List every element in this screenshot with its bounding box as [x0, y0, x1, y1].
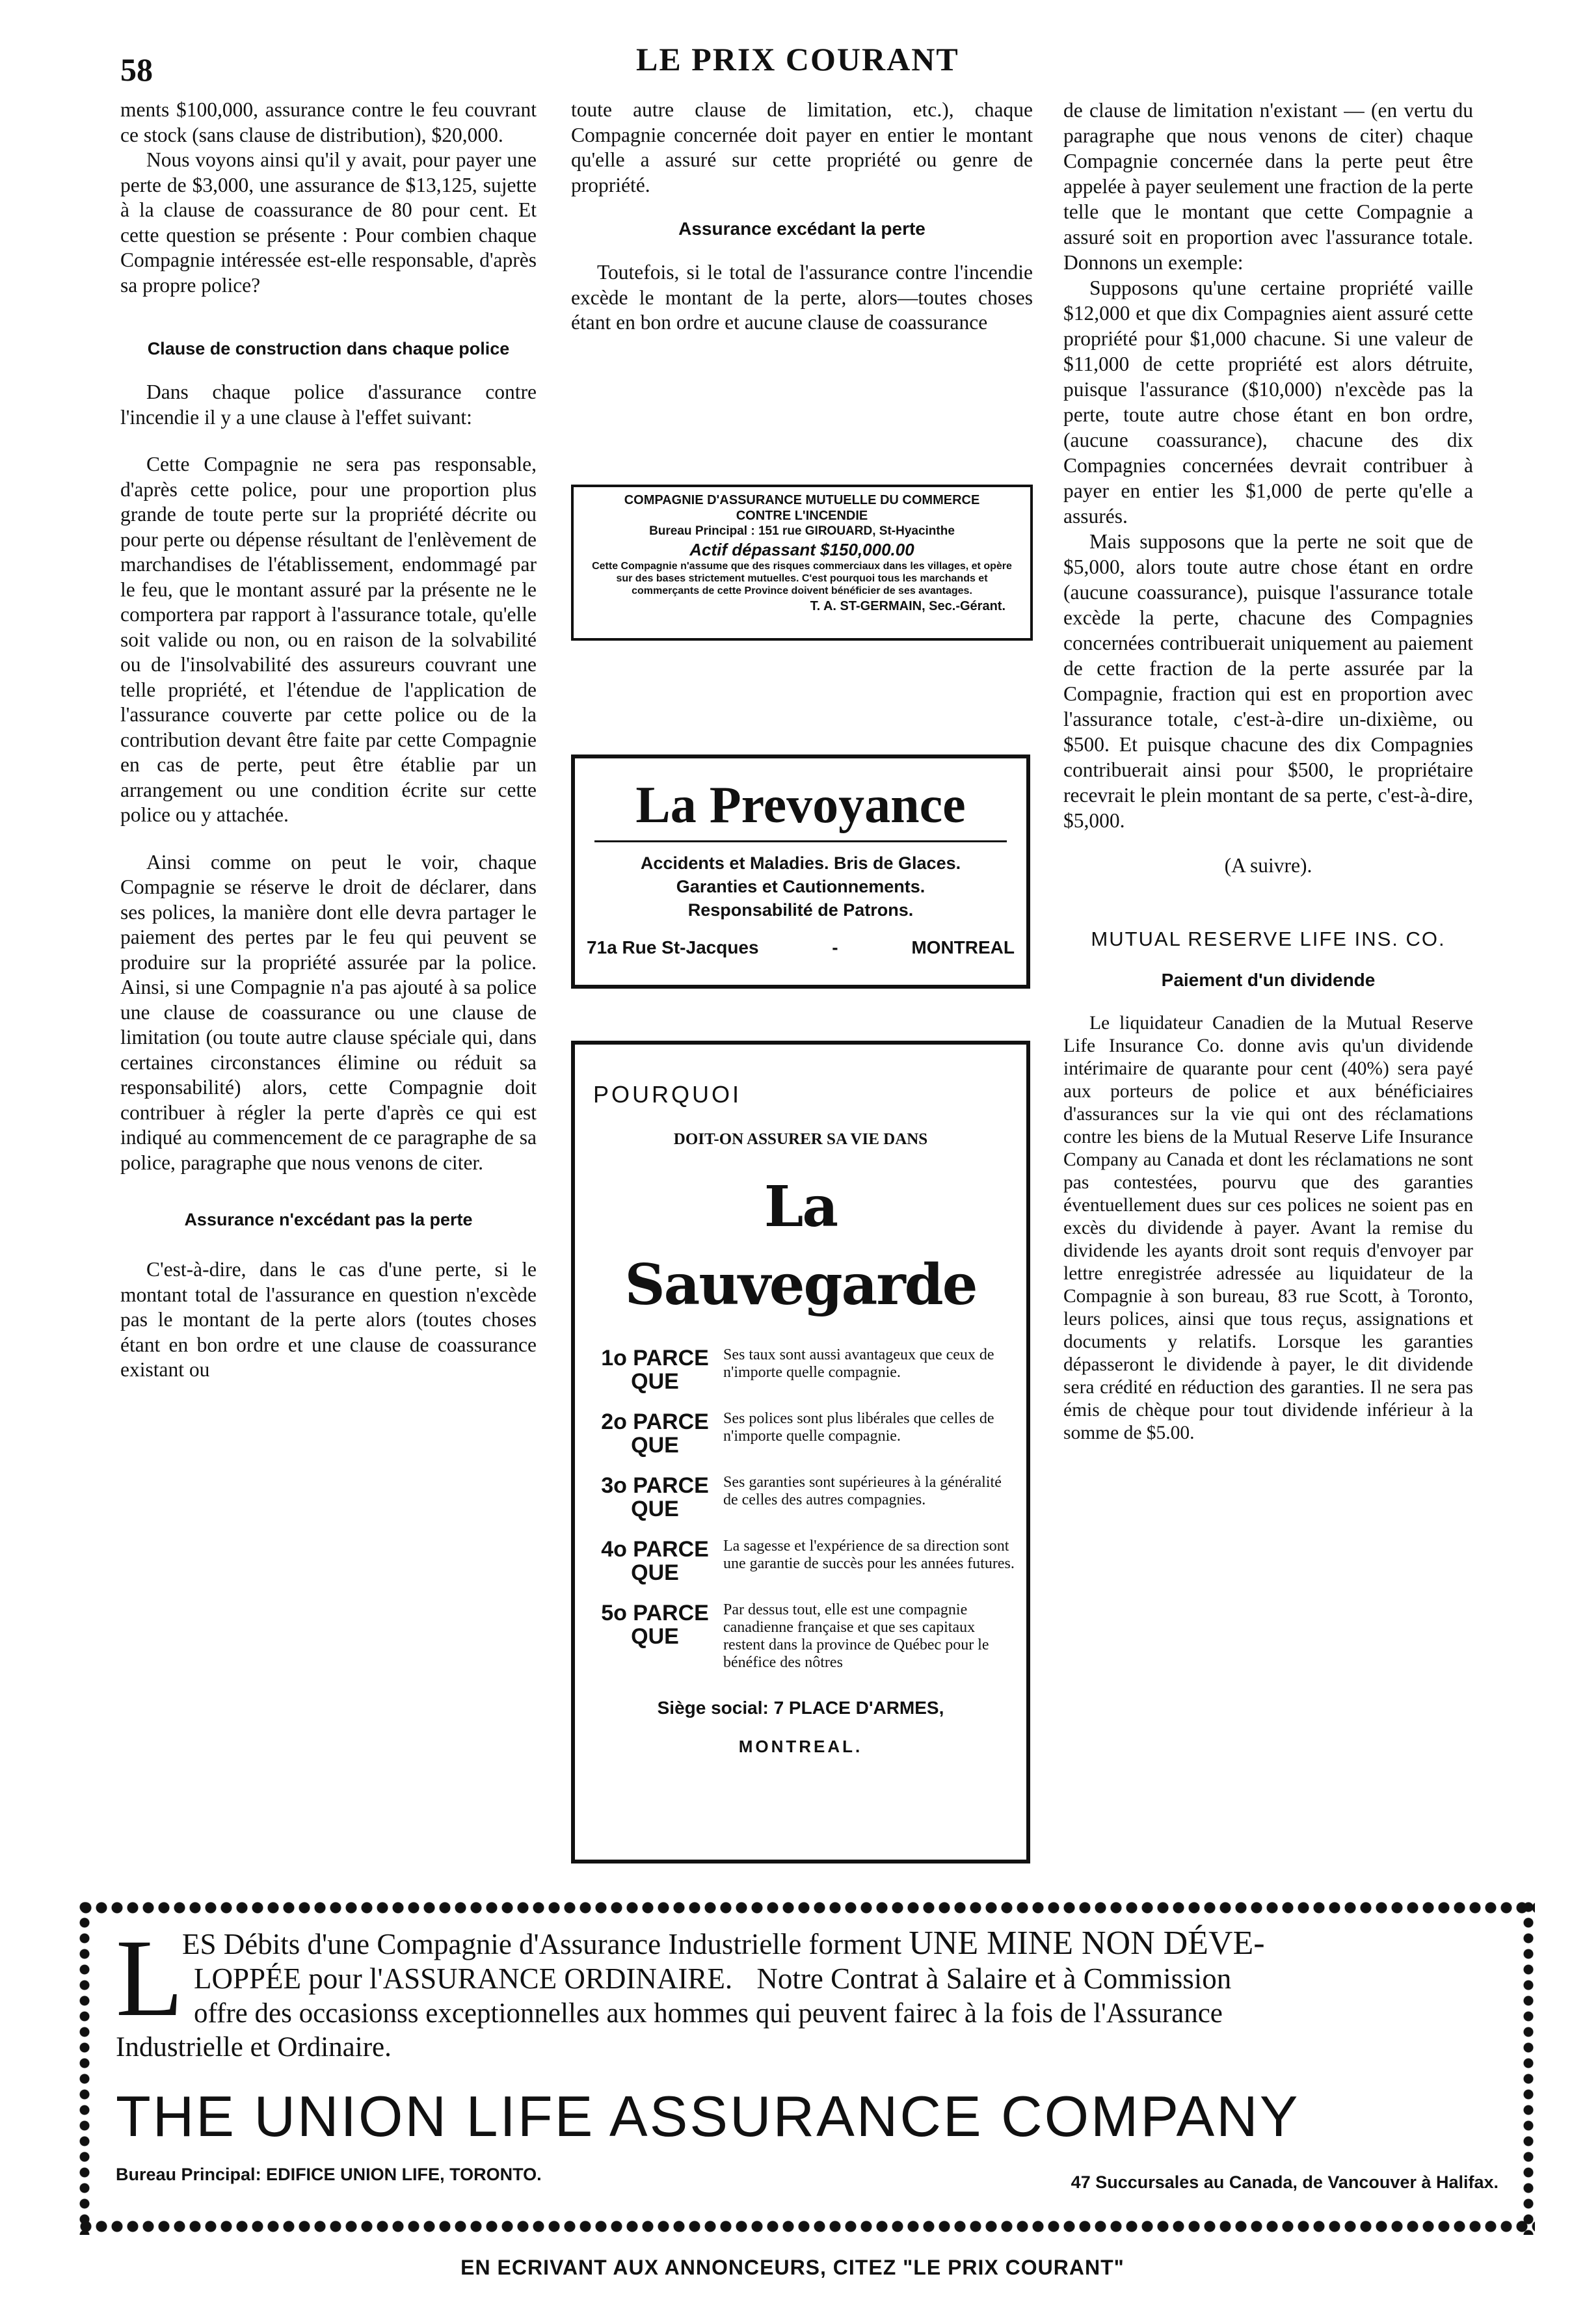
- reason-text: Par dessus tout, elle est une compagnie canadienne française et que ses capitaux restent dans la province de Québec pour le bénéfice des nôtres: [723, 1601, 989, 1671]
- page-number: 58: [120, 51, 153, 88]
- column-2: [571, 98, 1033, 336]
- reason-item: [587, 1538, 1015, 1584]
- section-heading: MUTUAL RESERVE LIFE INS. CO.: [1091, 928, 1446, 950]
- ad-address: 71a Rue St-Jacques: [587, 937, 759, 957]
- ad-text: UNE MINE NON DÉVE-: [909, 1925, 1265, 1962]
- reason-text: Ses taux sont aussi avantageux que ceux de n'importe quelle compagnie.: [723, 1346, 994, 1381]
- reason-text: La sagesse et l'expérience de sa direction sont une garantie de succès pour les années futures.: [723, 1538, 1015, 1572]
- paragraph: Toutefois, si le total de l'assurance contre l'incendie excède le montant de la perte, alors—toutes choses étant en bon ordre et aucune clause de coassurance: [571, 261, 1033, 334]
- drop-cap: L: [116, 1917, 183, 2039]
- section-heading: Assurance excédant la perte: [678, 219, 926, 239]
- paragraph: Supposons qu'une certaine propriété vaille $12,000 et que dix Compagnies aient assuré cette propriété pour $1,000 chacune. Si une valeur de $11,000 de cette propriété est alors détruite, puisque l'assurance ($10,000) n'excède pas la perte, toute autre chose étant en bon ordre, (aucune coassurance), chacune des dix Compagnies concernées devrait contribuer à payer en entier les $1,000 de perte qu'elle a assurés.: [1063, 276, 1473, 528]
- diamond-border-bottom: [78, 2218, 1535, 2235]
- paragraph: Nous voyons ainsi qu'il y avait, pour payer une perte de $3,000, une assurance de $13,125, sujette à la clause de coassurance de 80 pour cent. Et cette question se présente : Pour combien chaque Compagnie intéressée est-elle responsable, d'après sa propre police?: [120, 148, 537, 297]
- ad-pourquoi: POURQUOI: [593, 1081, 742, 1108]
- ad-city: MONTREAL: [911, 937, 1015, 957]
- ad-text: Industrielle et Ordinaire.: [116, 2032, 392, 2063]
- ad-mutuelle-commerce: [571, 485, 1033, 641]
- reason-item: [587, 1474, 1015, 1521]
- reason-item: [587, 1410, 1015, 1457]
- ad-line: T. A. ST-GERMAIN, Sec.-Gérant.: [810, 599, 1006, 613]
- section-heading: Paiement d'un dividende: [1161, 970, 1376, 990]
- paragraph: Le liquidateur Canadien de la Mutual Reserve Life Insurance Co. donne avis qu'un dividende intérimaire de quarante pour cent (40%) sera payé aux porteurs de police et aux bénéficiaires d'assurances sur la vie qui ont des réclamations contre les biens de la Mutual Reserve Life Insurance Company au Canada et dont les réclamations ne sont pas contestées, pourvu que des garanties éventuellement dues sur ces polices ne soient pas en excès du dividende à payer. Avant la remise du dividende les ayants droit sont requis d'envoyer par lettre enregistrée adressée au liquidateur de la Compagnie à son bureau, 83 rue Scott, à Toronto, leurs polices, ainsi que tous reçus, assignations et documents y relatifs. Lorsque les garanties dépasseront le dividende à payer, le dit dividende sera crédité en réduction des garanties. Il ne sera pas émis de chèque pour tout dividende inférieur à la somme de $5.00.: [1063, 1013, 1473, 1443]
- reason-number: 5o PARCE QUE: [601, 1601, 709, 1649]
- page-title: LE PRIX COURANT: [636, 41, 959, 77]
- ad-text: ES Débits d'une Compagnie d'Assurance Industrielle forment: [182, 1928, 901, 1960]
- section-heading: Assurance n'excédant pas la perte: [184, 1210, 473, 1229]
- ad-title: La Sauvegarde: [624, 1174, 977, 1318]
- section-heading: Clause de construction dans chaque police: [147, 339, 510, 358]
- reason-text: Ses polices sont plus libérales que celles de n'importe quelle compagnie.: [723, 1410, 994, 1445]
- paragraph: ments $100,000, assurance contre le feu couvrant ce stock (sans clause de distribution), $20,000.: [120, 98, 537, 146]
- reason-number: 2o PARCE QUE: [601, 1409, 709, 1458]
- diamond-border-left: [78, 1899, 91, 2235]
- ad-line: COMPAGNIE D'ASSURANCE MUTUELLE DU COMMERCE: [624, 493, 980, 507]
- reason-number: 1o PARCE QUE: [601, 1346, 709, 1394]
- reason-number: 4o PARCE QUE: [601, 1537, 709, 1585]
- ad-line: Actif dépassant $150,000.00: [689, 540, 914, 559]
- ad-title: La Prevoyance: [635, 777, 966, 834]
- ad-line: Bureau Principal : 151 rue GIROUARD, St-Hyacinthe: [649, 524, 955, 538]
- bureau-address: Bureau Principal: EDIFICE UNION LIFE, TORONTO.: [116, 2165, 542, 2184]
- column-1: [120, 98, 537, 1383]
- paragraph: Cette Compagnie ne sera pas responsable, d'après cette police, pour une proportion plus grande de toute perte sur la propriété décrite ou pour perte ou dépense résultant de l'enlèvement de marchandises de l'établissement, endommagé par le feu, que le montant assuré par la présente ne le comportera par rapport à l'assurance totale, qu'elle soit valide ou non, ou en raison de la solvabilité ou de l'insolvabilité des assureurs couvrant une telle propriété, et l'étendue de l'application de l'assurance couverte par cette police ou de la contribution devant être faite par cette Compagnie en cas de perte, peut être établie par un arrangement ou une condition écrite sur cette police ou y attachée.: [120, 453, 537, 826]
- ad-siege: Siège social: 7 PLACE D'ARMES,: [657, 1698, 944, 1718]
- footer-note: EN ECRIVANT AUX ANNONCEURS, CITEZ "LE PRIX COURANT": [460, 2256, 1125, 2279]
- ad-la-prevoyance: La Prevoyance Accidents et Maladies. Bris de Glaces. Garanties et Cautionnements. Responsabilité de Patrons. 71a Rue St-Jacques - MONTREAL: [571, 755, 1030, 989]
- branches: 47 Succursales au Canada, de Vancouver à Halifax.: [1071, 2172, 1498, 2192]
- paragraph: toute autre clause de limitation, etc.), chaque Compagnie concernée doit payer en entier le montant qu'elle a assuré sur cette propriété ou genre de propriété.: [571, 98, 1033, 196]
- reason-number: 3o PARCE QUE: [601, 1473, 709, 1521]
- diamond-border-top: [78, 1899, 1535, 1916]
- reason-item: [587, 1346, 1015, 1393]
- ad-line: Cette Compagnie n'assume que des risques commerciaux dans les villages, et opère sur des bases strictement mutuelles. C'est pourquoi tous les marchands et commerçants de cette Province doivent bénéficier de ses avantages.: [592, 561, 1012, 596]
- ad-question: DOIT-ON ASSURER SA VIE DANS: [673, 1130, 928, 1148]
- ad-city: MONTREAL.: [738, 1737, 863, 1756]
- ad-line: Responsabilité de Patrons.: [687, 900, 914, 920]
- company-name: THE UNION LIFE ASSURANCE COMPANY: [116, 2084, 1300, 2148]
- column-3: [1063, 98, 1473, 1445]
- paragraph: de clause de limitation n'existant — (en vertu du paragraphe que nous venons de citer) chaque Compagnie concernée dans la perte peut être appelée à payer seulement une fraction de la perte telle que le montant que cette Compagnie a assuré soit en proportion avec l'assurance totale. Donnons un exemple:: [1063, 99, 1473, 274]
- reason-text: Ses garanties sont supérieures à la généralité de celles des autres compagnies.: [723, 1474, 1002, 1508]
- ad-line: CONTRE L'INCENDIE: [736, 509, 868, 523]
- paragraph: Mais supposons que la perte ne soit que de $5,000, alors toute autre chose étant en ordre (aucune coassurance), puisque l'assurance totale excède la perte, chacune des Compagnies concernées contribuerait uniquement au paiement de cette fraction de la perte assurée par la Compagnie, fraction qui est en proportion avec l'assurance totale, c'est-à-dire un-dixième, ou $500. Et puisque chacune des dix Compagnies contribuerait ainsi pour $500, le propriétaire recevrait le plein montant de sa perte, c'est-à-dire, $5,000.: [1063, 530, 1473, 832]
- continued-note: (A suivre).: [1224, 854, 1312, 877]
- reasons-list: [587, 1346, 1015, 1672]
- ad-line: Garanties et Cautionnements.: [676, 877, 926, 896]
- union-life-ad: [104, 1917, 1515, 2213]
- ad-line: Accidents et Maladies. Bris de Glaces.: [640, 853, 961, 873]
- diamond-border-right: [1522, 1899, 1535, 2235]
- ad-text: Notre Contrat à Salaire et à Commission: [756, 1962, 1232, 1995]
- paragraph: Dans chaque police d'assurance contre l'incendie il y a une clause à l'effet suivant:: [120, 381, 537, 429]
- ad-la-sauvegarde: [571, 1041, 1030, 1863]
- reason-item: [587, 1601, 1015, 1672]
- ad-text: LOPPÉE pour l'ASSURANCE ORDINAIRE.: [194, 1962, 733, 1995]
- paragraph: C'est-à-dire, dans le cas d'une perte, si le montant total de l'assurance en question n'excède pas le montant de la perte alors (toutes choses étant en bon ordre et une clause de coassurance existant ou: [120, 1258, 537, 1381]
- paragraph: Ainsi comme on peut le voir, chaque Compagnie se réserve le droit de déclarer, dans ses polices, la manière dont elle devra partager le paiement des pertes par le feu qui peuvent se produire sur la propriété assurée par la police. Ainsi, si une Compagnie n'a pas ajouté à sa police une clause de coassurance ou une clause de limitation (ou toute autre clause spéciale qui, dans certaines circonstances élimine ou réduit sa responsabilité) alors, cette Compagnie doit contribuer à régler la perte d'après ce qui est indiqué au commencement de ce paragraphe de sa police, paragraphe que nous venons de citer.: [120, 850, 537, 1174]
- ad-text: offre des occasionss exceptionnelles aux hommes qui peuvent fairec à la fois de l'Assurance: [194, 1998, 1223, 2029]
